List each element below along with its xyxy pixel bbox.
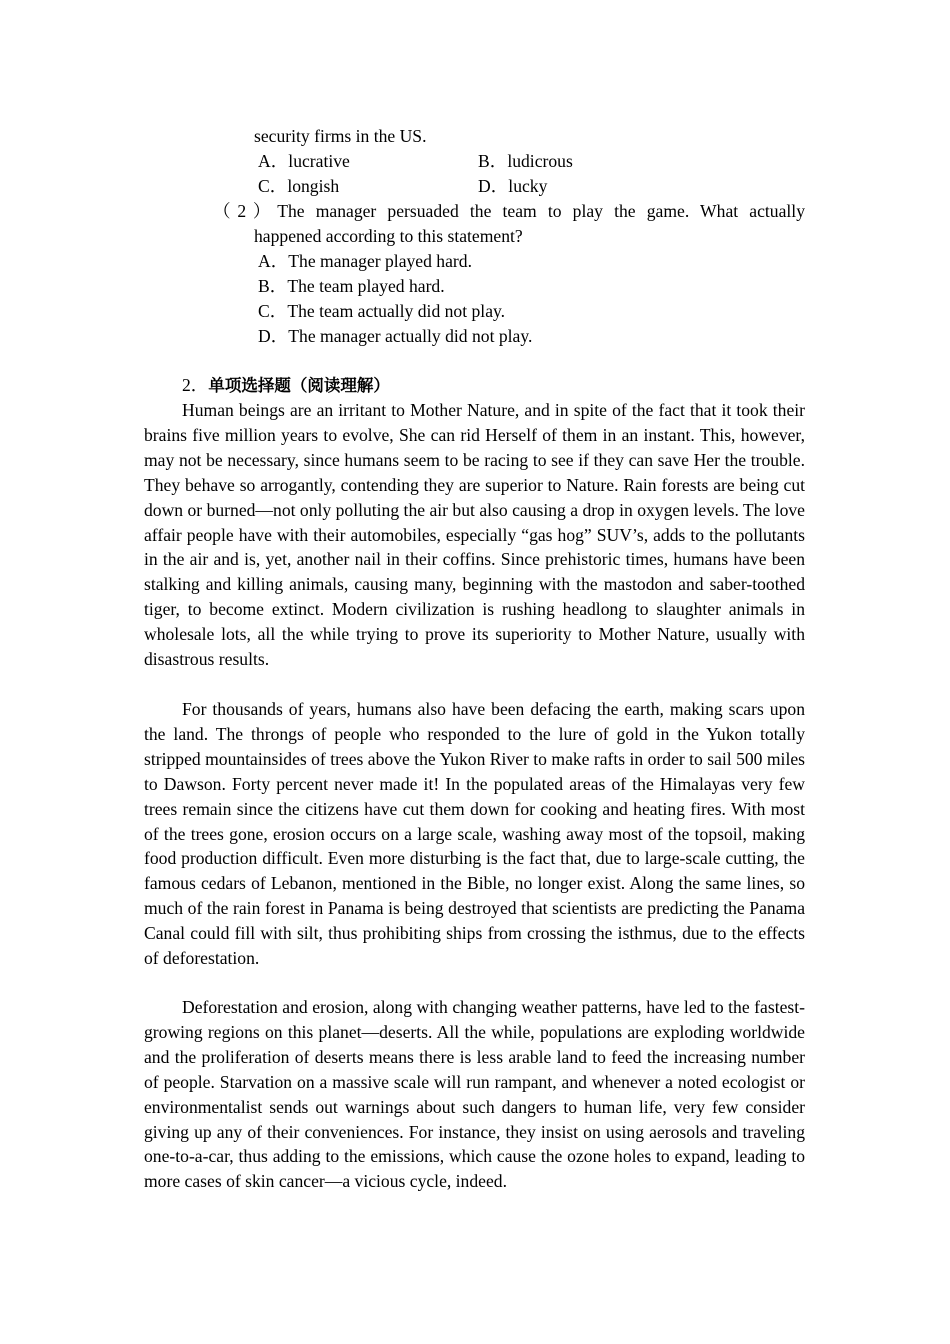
question-1-option-d: D．lucky [478,176,548,196]
question-1-option-b: B．ludicrous [478,151,573,171]
question-2-stem-text: The manager persuaded the team to play the game. What actually [277,201,805,221]
question-2-option-a: A．The manager played hard. [258,251,472,271]
question-1-stem-tail: security firms in the US. [254,126,427,146]
question-2-stem-continued: happened according to this statement? [254,226,523,246]
question-2-stem [213,199,805,224]
question-2-number: （2） [213,201,278,221]
question-1-option-a: A．lucrative [258,151,350,171]
question-2-option-b: B．The team played hard. [258,276,445,296]
section-title: 单项选择题（阅读理解） [208,376,390,395]
question-2-option-d: D．The manager actually did not play. [258,326,533,346]
question-1-option-c: C．longish [258,176,340,196]
passage-paragraph-2: For thousands of years, humans also have been defacing the earth, making scars upon the land. The throngs of people who responded to the lure of gold in the Yukon totally stripped mountainsides of trees above the Yukon River to make rafts in order to sail 500 miles to Dawson. Forty percent never made it! In the populated areas of the Himalayas very few trees remain since the citizens have cut them down for cooking and heating fires. With most of the trees gone, erosion occurs on a large scale, washing away most of the topsoil, making food production difficult. Even more disturbing is the fact that, due to large-scale cutting, the famous cedars of Lebanon, mentioned in the Bible, no longer exist. Along the same lines, so much of the rain forest in Panama is being destroyed that scientists are predicting the Panama Canal could fill with silt, thus prohibiting ships from crossing the isthmus, due to the effects of deforestation. [144,699,805,969]
question-2-option-c: C．The team actually did not play. [258,301,506,321]
passage-paragraph-1: Human beings are an irritant to Mother Nature, and in spite of the fact that it took their brains five million years to evolve, She can rid Herself of them in an instant. This, however, may not be necessary, since humans seem to be racing to see if they can save Her the trouble. They behave so arrogantly, contending they are superior to Nature. Rain forests are being cut down or burned—not only polluting the air but also causing a drop in oxygen levels. The love affair people have with their automobiles, especially “gas hog” SUV’s, adds to the pollutants in the air and is, yet, another nail in their coffins. Since prehistoric times, humans have been stalking and killing animals, causing many, beginning with the mastodon and saber-toothed tiger, to become extinct. Modern civilization is rushing headlong to slaughter animals in wholesale lots, all the while trying to prove its superiority to Mother Nature, usually with disastrous results. [144,400,805,670]
section-number: 2． [182,375,209,395]
section-heading [182,373,390,399]
passage-paragraph-3: Deforestation and erosion, along with changing weather patterns, have led to the fastest-growing regions on this planet—deserts. All the while, populations are exploding worldwide and the proliferation of deserts means there is less arable land to feed the increasing number of people. Starvation on a massive scale will run rampant, and whenever a noted ecologist or environmentalist sends out warnings about such dangers to human life, very few consider giving up any of their conveniences. For instance, they insist on using aerosols and traveling one-to-a-car, thus adding to the emissions, which cause the ozone holes to expand, leading to more cases of skin cancer—a vicious cycle, indeed. [144,997,805,1192]
